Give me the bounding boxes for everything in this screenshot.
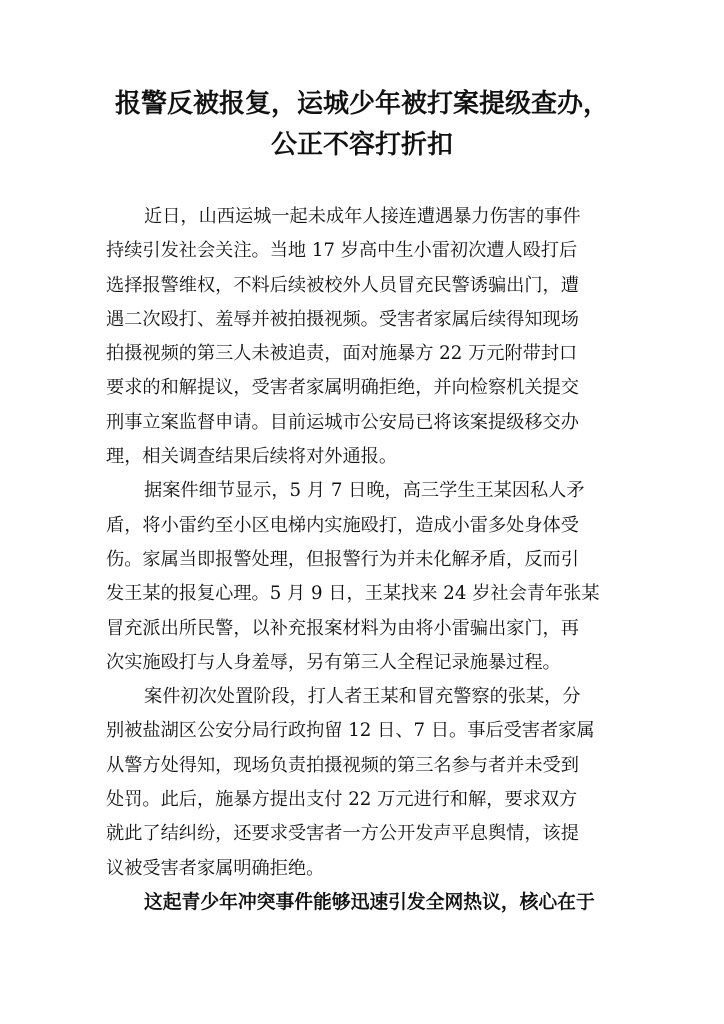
paragraph-line: 议被受害者家属明确拒绝。	[106, 857, 325, 879]
page-title-line-1: 报警反被报复，运城少年被打案提级查办，	[114, 89, 609, 119]
paragraph-line: 次实施殴打与人身羞辱，另有第三人全程记录施暴过程。	[106, 651, 561, 673]
paragraph-line: 据案件细节显示，5 月 7 日晚，高三学生王某因私人矛	[144, 480, 585, 502]
page-title-line-2: 公正不容打折扣	[270, 130, 453, 160]
paragraph-3	[106, 680, 618, 886]
paragraph-line: 从警方处得知，现场负责拍摄视频的第三名参与者并未受到	[106, 754, 579, 776]
paragraph-line: 理，相关调查结果后续将对外通报。	[106, 446, 398, 468]
paragraph-1	[106, 200, 618, 474]
paragraph-line: 伤。家属当即报警处理，但报警行为并未化解矛盾，反而引	[106, 548, 579, 570]
paragraph-line: 别被盐湖区公安分局行政拘留 12 日、7 日。事后受害者家属	[106, 720, 595, 742]
paragraph-line: 近日，山西运城一起未成年人接连遭遇暴力伤害的事件	[144, 206, 581, 227]
paragraph-line: 刑事立案监督申请。目前运城市公安局已将该案提级移交办	[106, 411, 579, 433]
paragraph-line: 就此了结纠纷，还要求受害者一方公开发声平息舆情，该提	[106, 823, 579, 845]
paragraph-4-bold	[106, 886, 618, 920]
paragraph-line: 持续引发社会关注。当地 17 岁高中生小雷初次遭人殴打后	[106, 240, 578, 262]
paragraph-line: 冒充派出所民警，以补充报案材料为由将小雷骗出家门，再	[106, 617, 579, 639]
paragraph-line: 选择报警维权，不料后续被校外人员冒充民警诱骗出门，遭	[106, 274, 579, 296]
paragraph-2	[106, 474, 618, 680]
article-body	[106, 200, 618, 920]
paragraph-line: 处罚。此后，施暴方提出支付 22 万元进行和解，要求双方	[106, 789, 578, 811]
paragraph-line: 拍摄视频的第三人未被追责，面对施暴方 22 万元附带封口	[106, 343, 578, 365]
paragraph-line: 盾，将小雷约至小区电梯内实施殴打，造成小雷多处身体受	[106, 514, 579, 536]
paragraph-line: 遇二次殴打、羞辱并被拍摄视频。受害者家属后续得知现场	[106, 308, 579, 330]
paragraph-line-bold: 这起青少年冲突事件能够迅速引发全网热议，核心在于	[144, 891, 595, 913]
paragraph-line: 案件初次处置阶段，打人者王某和冒充警察的张某，分	[144, 686, 581, 708]
paragraph-line: 要求的和解提议，受害者家属明确拒绝，并向检察机关提交	[106, 377, 579, 399]
paragraph-line: 发王某的报复心理。5 月 9 日，王某找来 24 岁社会青年张某	[106, 583, 600, 605]
